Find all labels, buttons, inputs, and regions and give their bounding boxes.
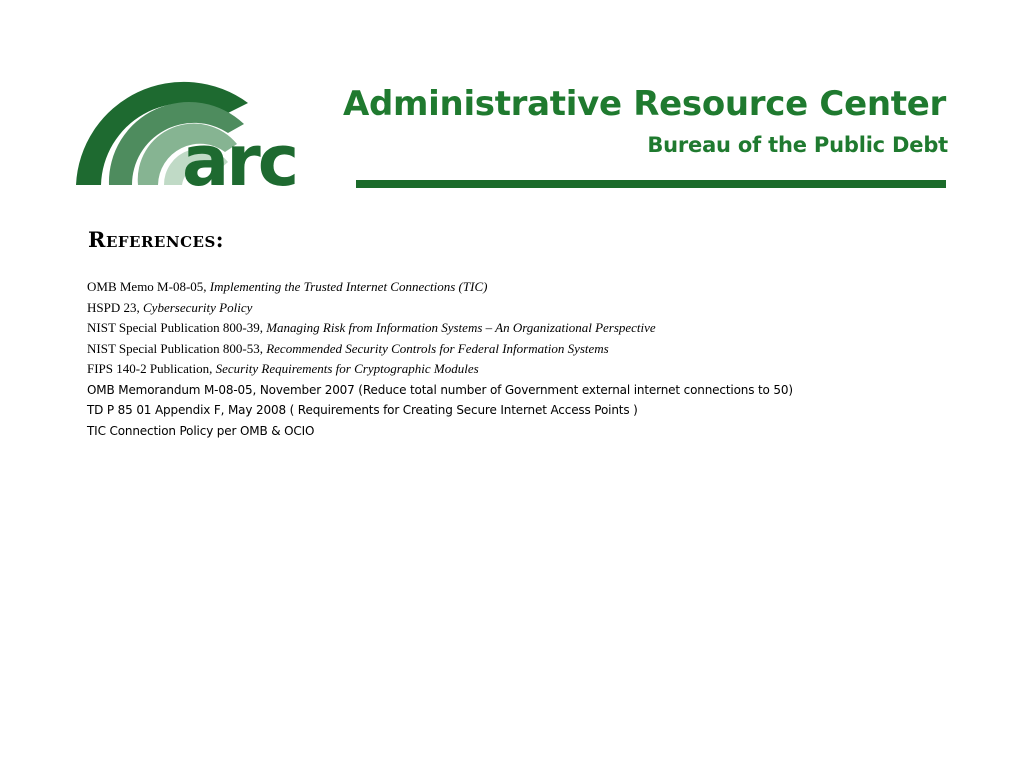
- reference-title: Implementing the Trusted Internet Connections (TIC): [209, 279, 488, 294]
- header-divider: [356, 180, 946, 188]
- references-list: [87, 277, 793, 441]
- reference-item: [87, 339, 793, 360]
- reference-title: Cybersecurity Policy: [143, 299, 253, 315]
- reference-prefix: OMB Memo M-08-05,: [87, 279, 210, 294]
- reference-item: [87, 400, 793, 421]
- arc-logo: [74, 74, 338, 190]
- header-title: Administrative Resource Center: [343, 84, 946, 124]
- reference-item: [87, 421, 793, 442]
- reference-item: [87, 359, 793, 380]
- header-subtitle: Bureau of the Public Debt: [647, 133, 948, 157]
- reference-prefix: NIST Special Publication 800-39,: [87, 320, 267, 335]
- references-heading: References:: [88, 227, 225, 252]
- reference-prefix: FIPS 140-2 Publication,: [87, 361, 216, 376]
- reference-title: Recommended Security Controls for Federal Information Systems: [266, 340, 609, 356]
- reference-title: Managing Risk from Information Systems – An Organizational Perspective: [266, 320, 656, 335]
- reference-item: [87, 298, 793, 319]
- logo-wordmark: arc: [182, 120, 297, 190]
- reference-text: TD P 85 01 Appendix F, May 2008 ( Requirements for Creating Secure Internet Access Points ): [87, 403, 638, 417]
- reference-item: [87, 277, 793, 298]
- reference-item: [87, 380, 793, 401]
- reference-text: TIC Connection Policy per OMB & OCIO: [87, 423, 315, 438]
- reference-title: Security Requirements for Cryptographic Modules: [215, 361, 479, 376]
- reference-prefix: NIST Special Publication 800-53,: [87, 340, 267, 356]
- reference-prefix: HSPD 23,: [87, 299, 143, 315]
- reference-text: OMB Memorandum M-08-05, November 2007 (Reduce total number of Government external internet connections to 50): [87, 382, 793, 397]
- reference-item: [87, 318, 793, 339]
